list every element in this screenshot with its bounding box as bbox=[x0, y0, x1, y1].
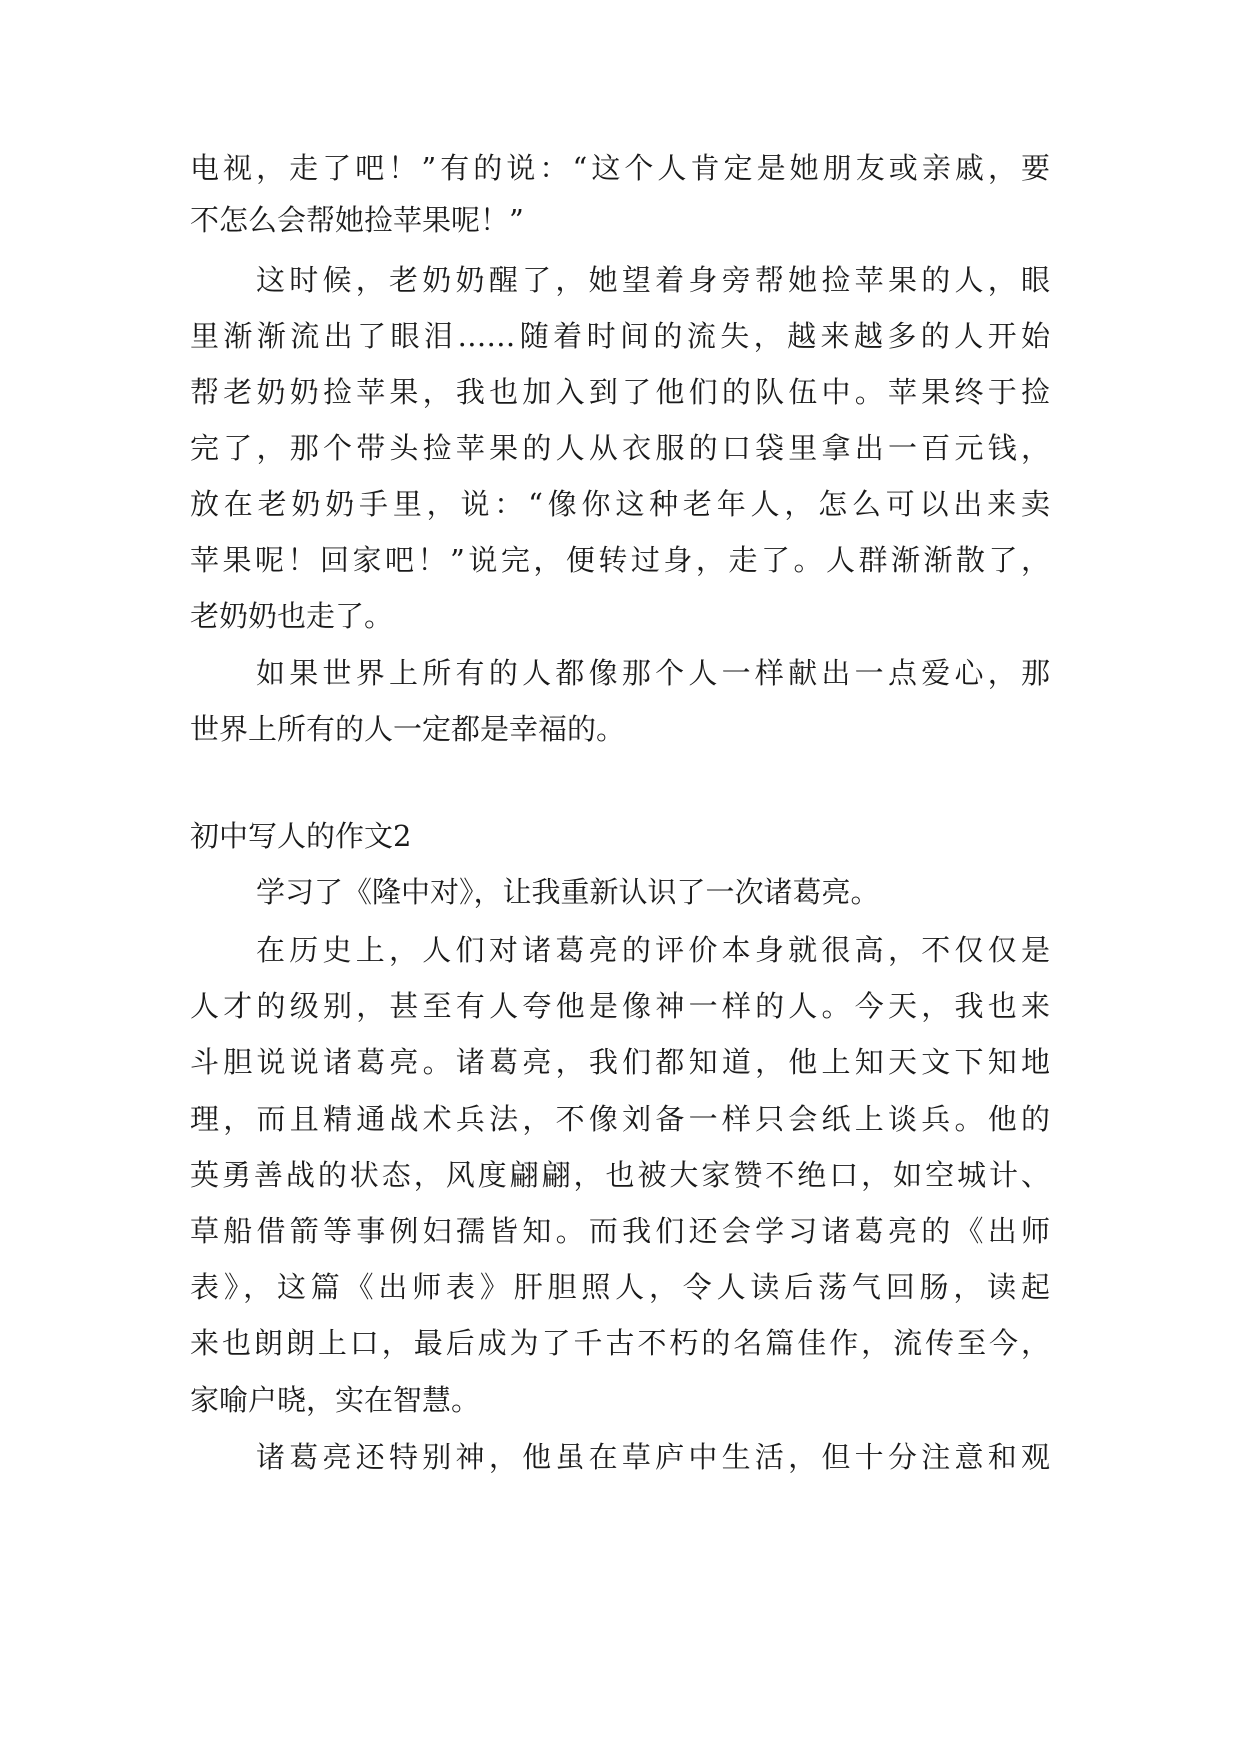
paragraph-line: 如果世界上所有的人都像那个人一样献出一点爱心，那 bbox=[256, 656, 1050, 690]
paragraph-line: 表》，这篇《出师表》肝胆照人，令人读后荡气回肠，读起 bbox=[190, 1270, 1050, 1304]
paragraph-line: 苹果呢！回家吧！”说完，便转过身，走了。人群渐渐散了， bbox=[190, 543, 1050, 577]
paragraph-line: 学习了《隆中对》，让我重新认识了一次诸葛亮。 bbox=[256, 875, 880, 909]
paragraph-line: 完了，那个带头捡苹果的人从衣服的口袋里拿出一百元钱， bbox=[190, 431, 1050, 465]
paragraph-line: 理，而且精通战术兵法，不像刘备一样只会纸上谈兵。他的 bbox=[190, 1102, 1050, 1136]
paragraph-line: 老奶奶也走了。 bbox=[190, 599, 394, 633]
paragraph-line: 人才的级别，甚至有人夸他是像神一样的人。今天，我也来 bbox=[190, 989, 1050, 1023]
paragraph-line: 世界上所有的人一定都是幸福的。 bbox=[190, 712, 626, 746]
section-heading: 初中写人的作文2 bbox=[190, 819, 412, 853]
paragraph-line: 斗胆说说诸葛亮。诸葛亮，我们都知道，他上知天文下知地 bbox=[190, 1045, 1050, 1079]
paragraph-line: 来也朗朗上口，最后成为了千古不朽的名篇佳作，流传至今， bbox=[190, 1326, 1050, 1360]
paragraph-line: 草船借箭等事例妇孺皆知。而我们还会学习诸葛亮的《出师 bbox=[190, 1214, 1050, 1248]
paragraph-line: 这时候，老奶奶醒了，她望着身旁帮她捡苹果的人，眼 bbox=[256, 263, 1050, 297]
paragraph-line: 帮老奶奶捡苹果，我也加入到了他们的队伍中。苹果终于捡 bbox=[190, 375, 1050, 409]
paragraph-line: 家喻户晓，实在智慧。 bbox=[190, 1383, 481, 1417]
paragraph-line: 英勇善战的状态，风度翩翩，也被大家赞不绝口，如空城计、 bbox=[190, 1158, 1050, 1192]
paragraph-line: 不怎么会帮她捡苹果呢！” bbox=[190, 203, 524, 237]
paragraph-line: 在历史上，人们对诸葛亮的评价本身就很高，不仅仅是 bbox=[256, 933, 1050, 967]
paragraph-line: 放在老奶奶手里，说：“像你这种老年人，怎么可以出来卖 bbox=[190, 487, 1050, 521]
paragraph-line: 诸葛亮还特别神，他虽在草庐中生活，但十分注意和观 bbox=[256, 1440, 1050, 1474]
paragraph-line: 电视，走了吧！”有的说：“这个人肯定是她朋友或亲戚，要 bbox=[190, 151, 1050, 185]
paragraph-line: 里渐渐流出了眼泪……随着时间的流失，越来越多的人开始 bbox=[190, 319, 1050, 353]
